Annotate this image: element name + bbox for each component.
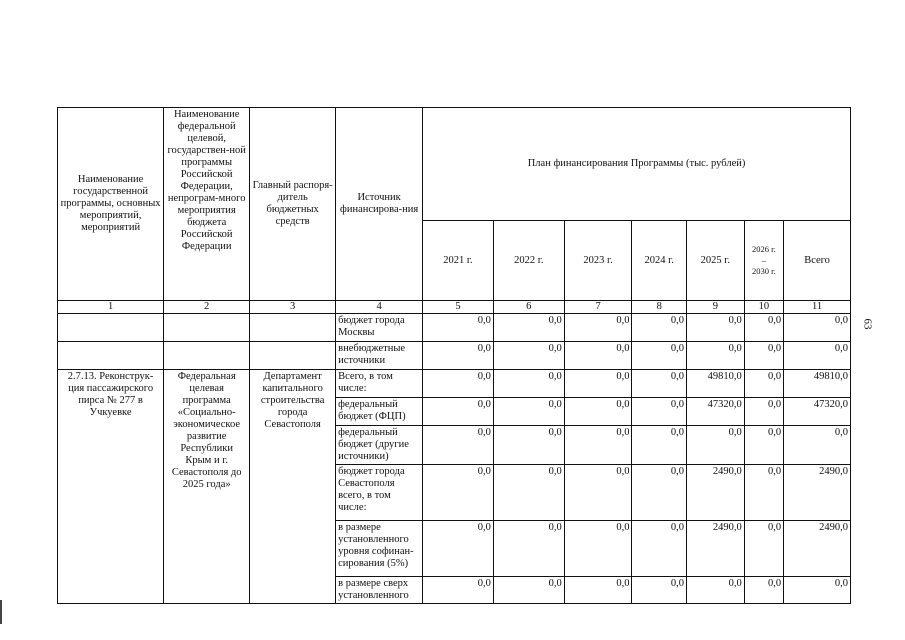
value-cell: 0,0 [632,398,687,426]
column-number-cell: 3 [250,301,336,314]
column-numbers-row [58,301,851,314]
value-cell: 47320,0 [687,398,745,426]
header-financing-plan: План финансирования Программы (тыс. рублей) [423,108,851,221]
header-year-dash: – [761,255,767,265]
value-cell: 0,0 [632,577,687,604]
value-cell: 0,0 [744,465,783,521]
value-cell: 0,0 [564,521,632,577]
value-cell: 0,0 [632,521,687,577]
header-year-2026-2030 [744,221,783,301]
financing-table [57,107,851,604]
column-number-cell: 9 [687,301,745,314]
header-year-2025: 2025 г. [687,221,745,301]
header-program-name: Наименование государственной программы, основных мероприятий, мероприятий [58,108,164,301]
funding-source-cell: в размере установленного уровня софинан-сирования (5%) [336,521,423,577]
table-row [58,370,851,398]
funding-source-cell: бюджет города Севастополя всего, в том числе: [336,465,423,521]
table-row [58,342,851,370]
header-federal-program: Наименование федеральной целевой, государствен-ной программы Российской Федерации, непрограм-много мероприятия бюджета Российской Федерации [164,108,250,301]
value-cell: 0,0 [564,342,632,370]
value-cell: 0,0 [493,398,564,426]
empty-cell [250,342,336,370]
value-cell: 0,0 [493,521,564,577]
value-cell: 0,0 [423,521,494,577]
value-cell: 0,0 [493,465,564,521]
value-cell: 0,0 [744,426,783,465]
value-cell: 0,0 [744,521,783,577]
funding-source-cell: Всего, в том числе: [336,370,423,398]
value-cell: 0,0 [687,314,745,342]
header-total: Всего [784,221,851,301]
empty-cell [58,314,164,342]
value-cell: 0,0 [423,426,494,465]
value-cell: 0,0 [423,465,494,521]
value-cell: 2490,0 [687,521,745,577]
funding-source-cell: внебюджетные источники [336,342,423,370]
value-cell: 0,0 [744,314,783,342]
column-number-cell: 5 [423,301,494,314]
column-number-cell: 8 [632,301,687,314]
value-cell: 0,0 [784,426,851,465]
value-cell: 0,0 [493,314,564,342]
empty-cell [58,342,164,370]
value-cell: 49810,0 [784,370,851,398]
empty-cell [164,342,250,370]
header-year-2022: 2022 г. [493,221,564,301]
column-number-cell: 1 [58,301,164,314]
column-number-cell: 10 [744,301,783,314]
value-cell: 0,0 [423,342,494,370]
value-cell: 0,0 [632,342,687,370]
value-cell: 2490,0 [784,521,851,577]
value-cell: 0,0 [564,465,632,521]
header-year-2030: 2030 г. [752,266,776,276]
scan-edge-mark [0,600,2,624]
funding-source-cell: федеральный бюджет (другие источники) [336,426,423,465]
value-cell: 0,0 [687,426,745,465]
budget-manager-cell: Департамент капитального строительства города Севастополя [250,370,336,604]
value-cell: 0,0 [423,398,494,426]
funding-source-cell: бюджет города Москвы [336,314,423,342]
value-cell: 0,0 [493,370,564,398]
value-cell: 0,0 [784,342,851,370]
column-number-cell: 6 [493,301,564,314]
value-cell: 0,0 [784,314,851,342]
value-cell: 49810,0 [687,370,745,398]
value-cell: 0,0 [632,465,687,521]
value-cell: 0,0 [744,398,783,426]
value-cell: 0,0 [744,577,783,604]
value-cell: 2490,0 [687,465,745,521]
value-cell: 0,0 [564,398,632,426]
empty-cell [250,314,336,342]
value-cell: 0,0 [632,426,687,465]
value-cell: 0,0 [423,314,494,342]
value-cell: 0,0 [632,314,687,342]
header-budget-manager: Главный распоря-дитель бюджетных средств [250,108,336,301]
value-cell: 0,0 [423,370,494,398]
header-year-2024: 2024 г. [632,221,687,301]
header-year-2023: 2023 г. [564,221,632,301]
value-cell: 0,0 [784,577,851,604]
value-cell: 47320,0 [784,398,851,426]
value-cell: 0,0 [564,577,632,604]
value-cell: 2490,0 [784,465,851,521]
funding-source-cell: федеральный бюджет (ФЦП) [336,398,423,426]
value-cell: 0,0 [493,426,564,465]
page-number: 63 [861,318,874,330]
header-year-2026: 2026 г. [752,244,776,254]
value-cell: 0,0 [493,342,564,370]
value-cell: 0,0 [744,342,783,370]
federal-program-cell: Федеральная целевая программа «Социально-экономическое развитие Республики Крым и г. Севастополя до 2025 года» [164,370,250,604]
header-funding-source: Источник финансирова-ния [336,108,423,301]
column-number-cell: 7 [564,301,632,314]
value-cell: 0,0 [687,577,745,604]
value-cell: 0,0 [744,370,783,398]
table-row [58,314,851,342]
header-year-2021: 2021 г. [423,221,494,301]
value-cell: 0,0 [493,577,564,604]
measure-name-cell: 2.7.13. Реконструк-ция пассажирского пирса № 277 в Учкуевке [58,370,164,604]
funding-source-cell: в размере сверх установленного [336,577,423,604]
value-cell: 0,0 [564,314,632,342]
value-cell: 0,0 [687,342,745,370]
column-number-cell: 2 [164,301,250,314]
value-cell: 0,0 [564,370,632,398]
value-cell: 0,0 [423,577,494,604]
column-number-cell: 4 [336,301,423,314]
column-number-cell: 11 [784,301,851,314]
value-cell: 0,0 [564,426,632,465]
value-cell: 0,0 [632,370,687,398]
empty-cell [164,314,250,342]
